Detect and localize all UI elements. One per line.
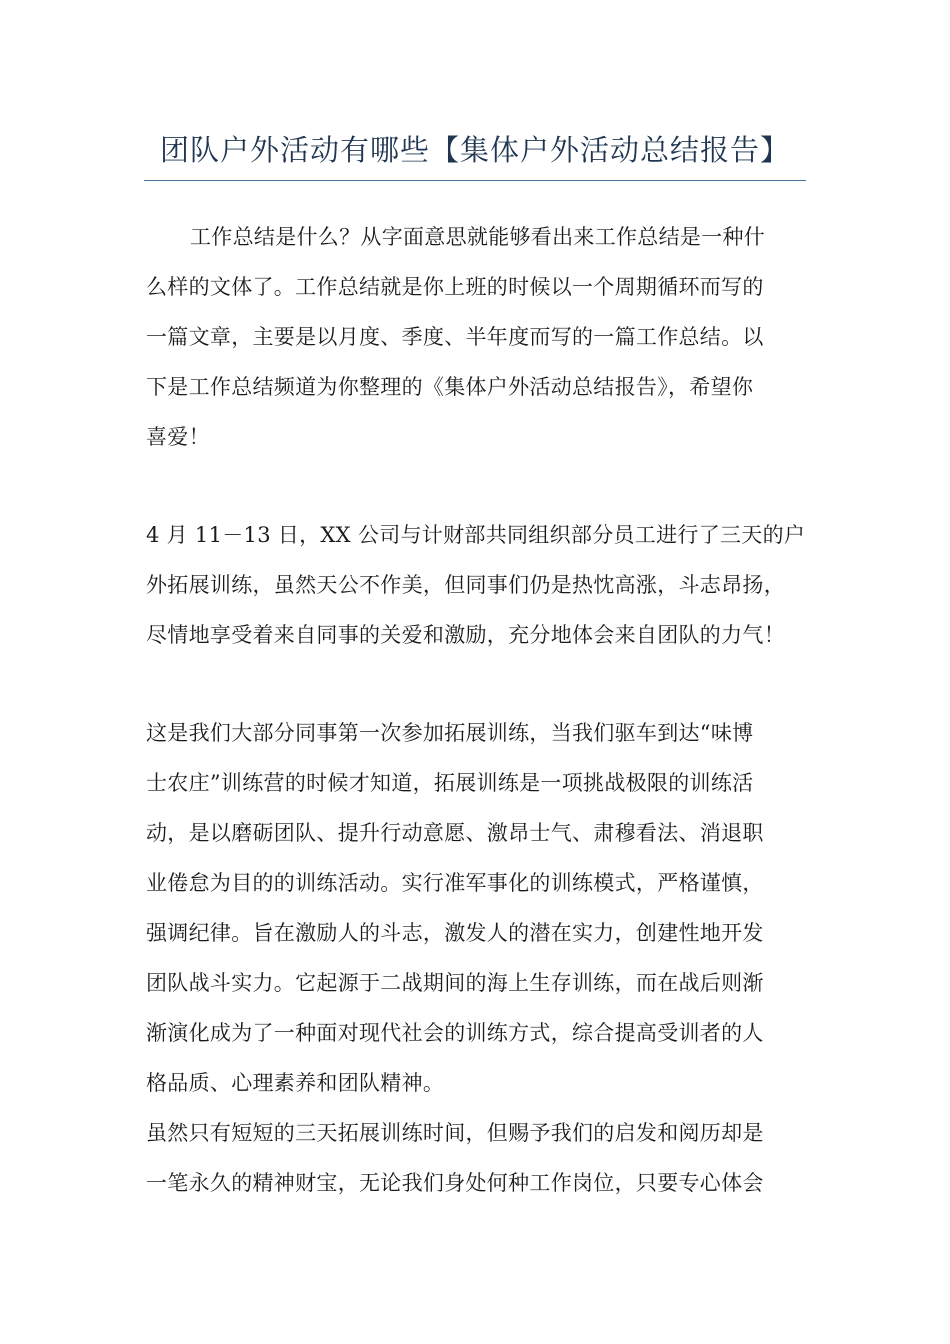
paragraph-line: 么样的文体了。工作总结就是你上班的时候以一个周期循环而写的: [146, 275, 764, 299]
paragraph-line: 强调纪律。旨在激励人的斗志，激发人的潜在实力，创建性地开发: [146, 921, 764, 945]
paragraph-line: 一篇文章，主要是以月度、季度、半年度而写的一篇工作总结。以: [146, 325, 764, 349]
paragraph-line: 虽然只有短短的三天拓展训练时间，但赐予我们的启发和阅历却是: [146, 1121, 764, 1145]
paragraph-line: 尽情地享受着来自同事的关爱和激励，充分地体会来自团队的力气！: [146, 623, 785, 647]
document-body: [146, 212, 810, 1208]
paragraph-spacer: [146, 660, 810, 708]
paragraph-line: 喜爱！: [146, 425, 210, 449]
paragraph-intro: [146, 212, 810, 462]
paragraph-line: 业倦怠为目的的训练活动。实行准军事化的训练模式，严格谨慎，: [146, 871, 764, 895]
paragraph-line: 渐演化成为了一种面对现代社会的训练方式，综合提高受训者的人: [146, 1021, 764, 1045]
paragraph-line: 外拓展训练，虽然天公不作美，但同事们仍是热忱高涨，斗志昂扬，: [146, 573, 785, 597]
paragraph-spacer: [146, 462, 810, 510]
title-underline: [144, 180, 806, 181]
paragraph-line: 格品质、心理素养和团队精神。: [146, 1071, 445, 1095]
paragraph-line: 动，是以磨砺团队、提升行动意愿、激昂士气、肃穆看法、消退职: [146, 821, 764, 845]
paragraph-line: 工作总结是什么？从字面意思就能够看出来工作总结是一种什: [190, 225, 766, 249]
paragraph-line: 下是工作总结频道为你整理的《集体户外活动总结报告》，希望你: [146, 375, 754, 399]
paragraph-training: [146, 708, 810, 1108]
paragraph-line: 士农庄”训练营的时候才知道，拓展训练是一项挑战极限的训练活: [146, 771, 754, 795]
document-title: 团队户外活动有哪些【集体户外活动总结报告】: [159, 133, 790, 167]
paragraph-line: 团队战斗实力。它起源于二战期间的海上生存训练，而在战后则渐: [146, 971, 764, 995]
paragraph-line: 这是我们大部分同事第一次参加拓展训练，当我们驱车到达“味博: [146, 721, 754, 745]
paragraph-line: 4 月 11－13 日，XX 公司与计财部共同组织部分员工进行了三天的户: [146, 523, 806, 547]
paragraph-event: [146, 510, 810, 660]
paragraph-reflection: [146, 1108, 810, 1208]
paragraph-line: 一笔永久的精神财宝，无论我们身处何种工作岗位，只要专心体会: [146, 1171, 764, 1195]
